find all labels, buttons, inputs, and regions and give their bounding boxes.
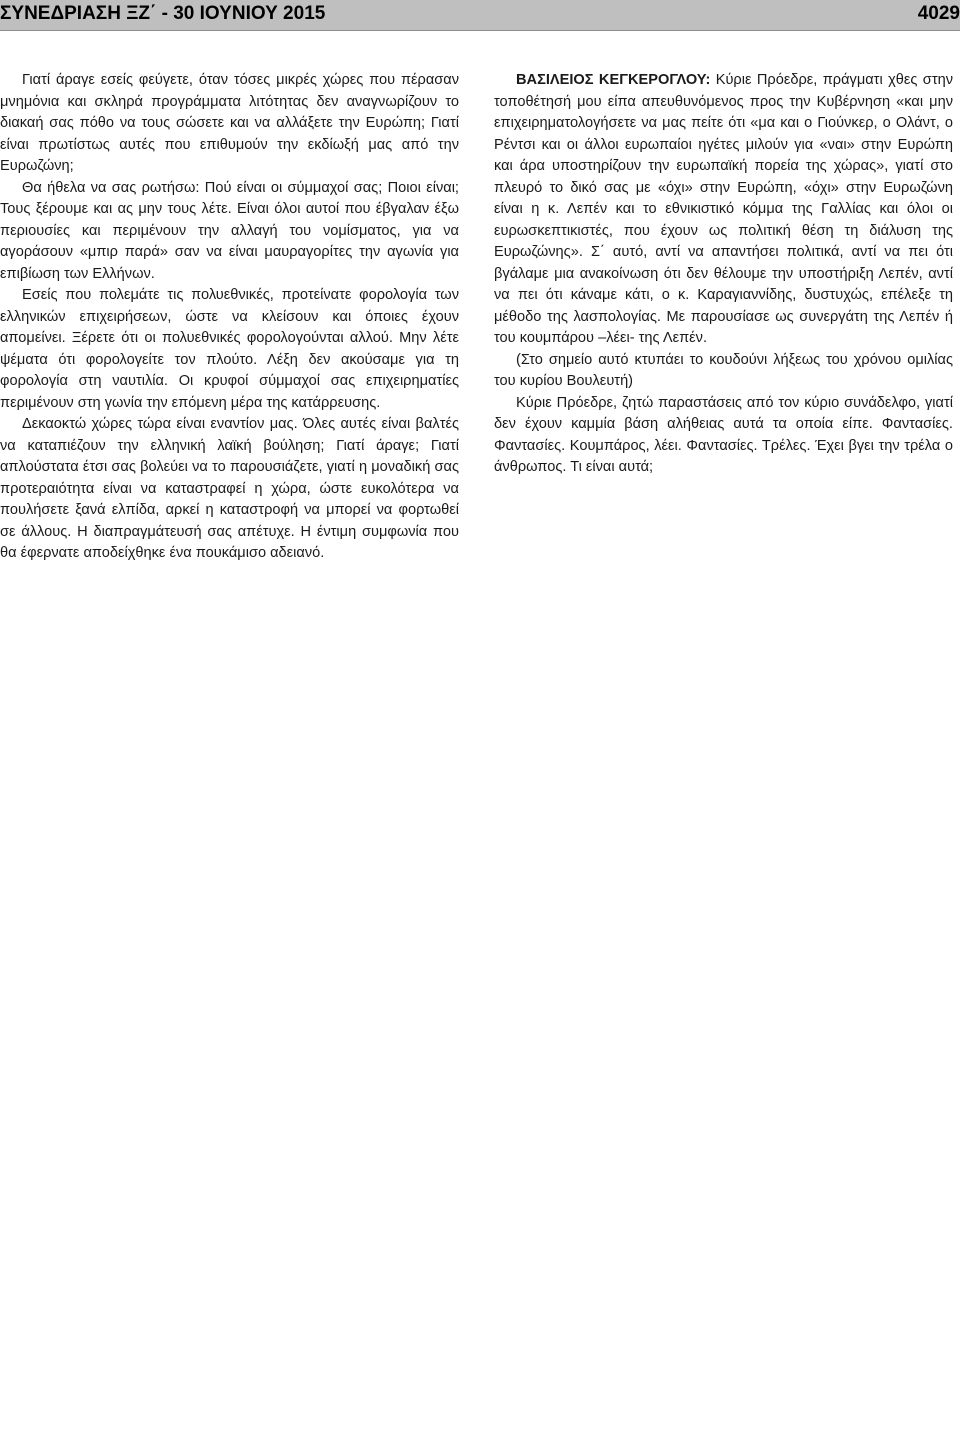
page-header bbox=[0, 0, 960, 31]
paragraph bbox=[494, 70, 953, 350]
running-header-title: ΣΥΝΕΔΡΙΑΣΗ ΞΖ΄ - 30 ΙΟΥΝΙΟΥ 2015 bbox=[0, 3, 326, 24]
left-column bbox=[0, 70, 459, 565]
paragraph: Δεκαοκτώ χώρες τώρα είναι εναντίον μας. Όλες αυτές είναι βαλτές να καταπιέζουν την ελληνική λαϊκή βούληση; Γιατί άραγε; Γιατί απλούστατα έτσι σας βολεύει να το παρουσιάζετε, γιατί η μοναδική σας προτεραιότητα είναι να καταστραφεί η χώρα, ώστε ευκολότερα να πουλήσετε ξανά ελπίδα, αρκεί η καταστροφή να μπορεί να φορτωθεί σε άλλους. Η διαπραγμάτευσή σας απέτυχε. Η έντιμη συμφωνία που θα έφερνατε αποδείχθηκε ένα πουκάμισο αδειανό. bbox=[0, 416, 459, 561]
paragraph: Γιατί άραγε εσείς φεύγετε, όταν τόσες μικρές χώρες που πέρασαν μνημόνια και σκληρά προγράμματα λιτότητας δεν αναγνωρίζουν το διακαή σας πόθο να τους σώσετε και να αλλάξετε την Ευρώπη; Γιατί είναι πρωτίστως αυτές που επιθυμούν την εκδίωξή μας από την Ευρωζώνη; bbox=[0, 72, 459, 174]
paragraph: (Στο σημείο αυτό κτυπάει το κουδούνι λήξεως του χρόνου ομιλίας του κυρίου Βουλευτή) bbox=[494, 351, 953, 389]
right-column bbox=[494, 70, 953, 479]
paragraph: Κύριε Πρόεδρε, ζητώ παραστάσεις από τον κύριο συνάδελφο, γιατί δεν έχουν καμμία βάση αλήθειας αυτά τα οποία είπε. Φαντασίες. Φαντασίες. Κουμπάρος, λέει. Φαντασίες. Τρέλες. Έχει βγει την τρέλα ο άνθρωπος. Τι είναι αυτά; bbox=[494, 394, 953, 475]
paragraph: Θα ήθελα να σας ρωτήσω: Πού είναι οι σύμμαχοί σας; Ποιοι είναι; Τους ξέρουμε και ας μην τους λέτε. Είναι όλοι αυτοί που έβγαλαν έξω περιουσίες και περιμένουν την αλλαγή του νομίσματος, για να αγοράσουν «μπιρ παρά» σαν να είναι μαυραγορίτες την αγωνία για επιβίωση των Ελλήνων. bbox=[0, 179, 459, 282]
paragraph-text: Κύριε Πρόεδρε, πράγματι χθες στην τοποθέτησή μου είπα απευθυνόμενος προς την Κυβέρνηση «και μην επιχειρηματολογήσετε να μας πείτε ότι «μα και ο Γιούνκερ, ο Ολάντ, ο Ρέντσι και οι άλλοι ευρωπαίοι ηγέτες μιλούν για «ναι» στην Ευρώπη και άρα υποστηρίζουν την ευρωπαϊκή πορεία της χώρας», γιατί στο πλευρό το δικό σας με «όχι» στην Ευρώπη, «όχι» στην Ευρωζώνη είναι η κ. Λεπέν και το εθνικιστικό κόμμα της Γαλλίας και όλοι οι ευρωσκεπτικιστές, που έχουν ως πολιτική θέση τη διάλυση της Ευρωζώνης». Σ΄ αυτό, αντί να απαντήσει πολιτικά, αντί να πει ότι βγάλαμε μια ανακοίνωση ότι δεν θέλουμε την υποστήριξη Λεπέν, αντί να πει ότι κάναμε κάτι, ο κ. Καραγιαννίδης, δυστυχώς, επέλεξε τη μέθοδο της λασπολογίας. Με παρουσίασε ως συνεργάτη της Λεπέν ή του κουμπάρου –λέει- της Λεπέν. bbox=[494, 72, 953, 346]
speaker-name: ΒΑΣΙΛΕΙΟΣ ΚΕΓΚΕΡΟΓΛΟΥ: bbox=[516, 72, 711, 88]
page-number: 4029 bbox=[917, 3, 960, 24]
paragraph: Εσείς που πολεμάτε τις πολυεθνικές, προτείνατε φορολογία των ελληνικών επιχειρήσεων, ώστε να κλείσουν και όποιες έχουν απομείνει. Ξέρετε ότι οι πολυεθνικές φορολογούνται αλλού. Μην λέτε ψέματα ότι φορολογείτε τον πλούτο. Λέξη δεν ακούσαμε για τη φορολογία στη ναυτιλία. Οι κρυφοί σύμμαχοί σας επιχειρηματίες περιμένουν στη γωνία την επόμενη μέρα της κατάρρευσης. bbox=[0, 287, 459, 411]
